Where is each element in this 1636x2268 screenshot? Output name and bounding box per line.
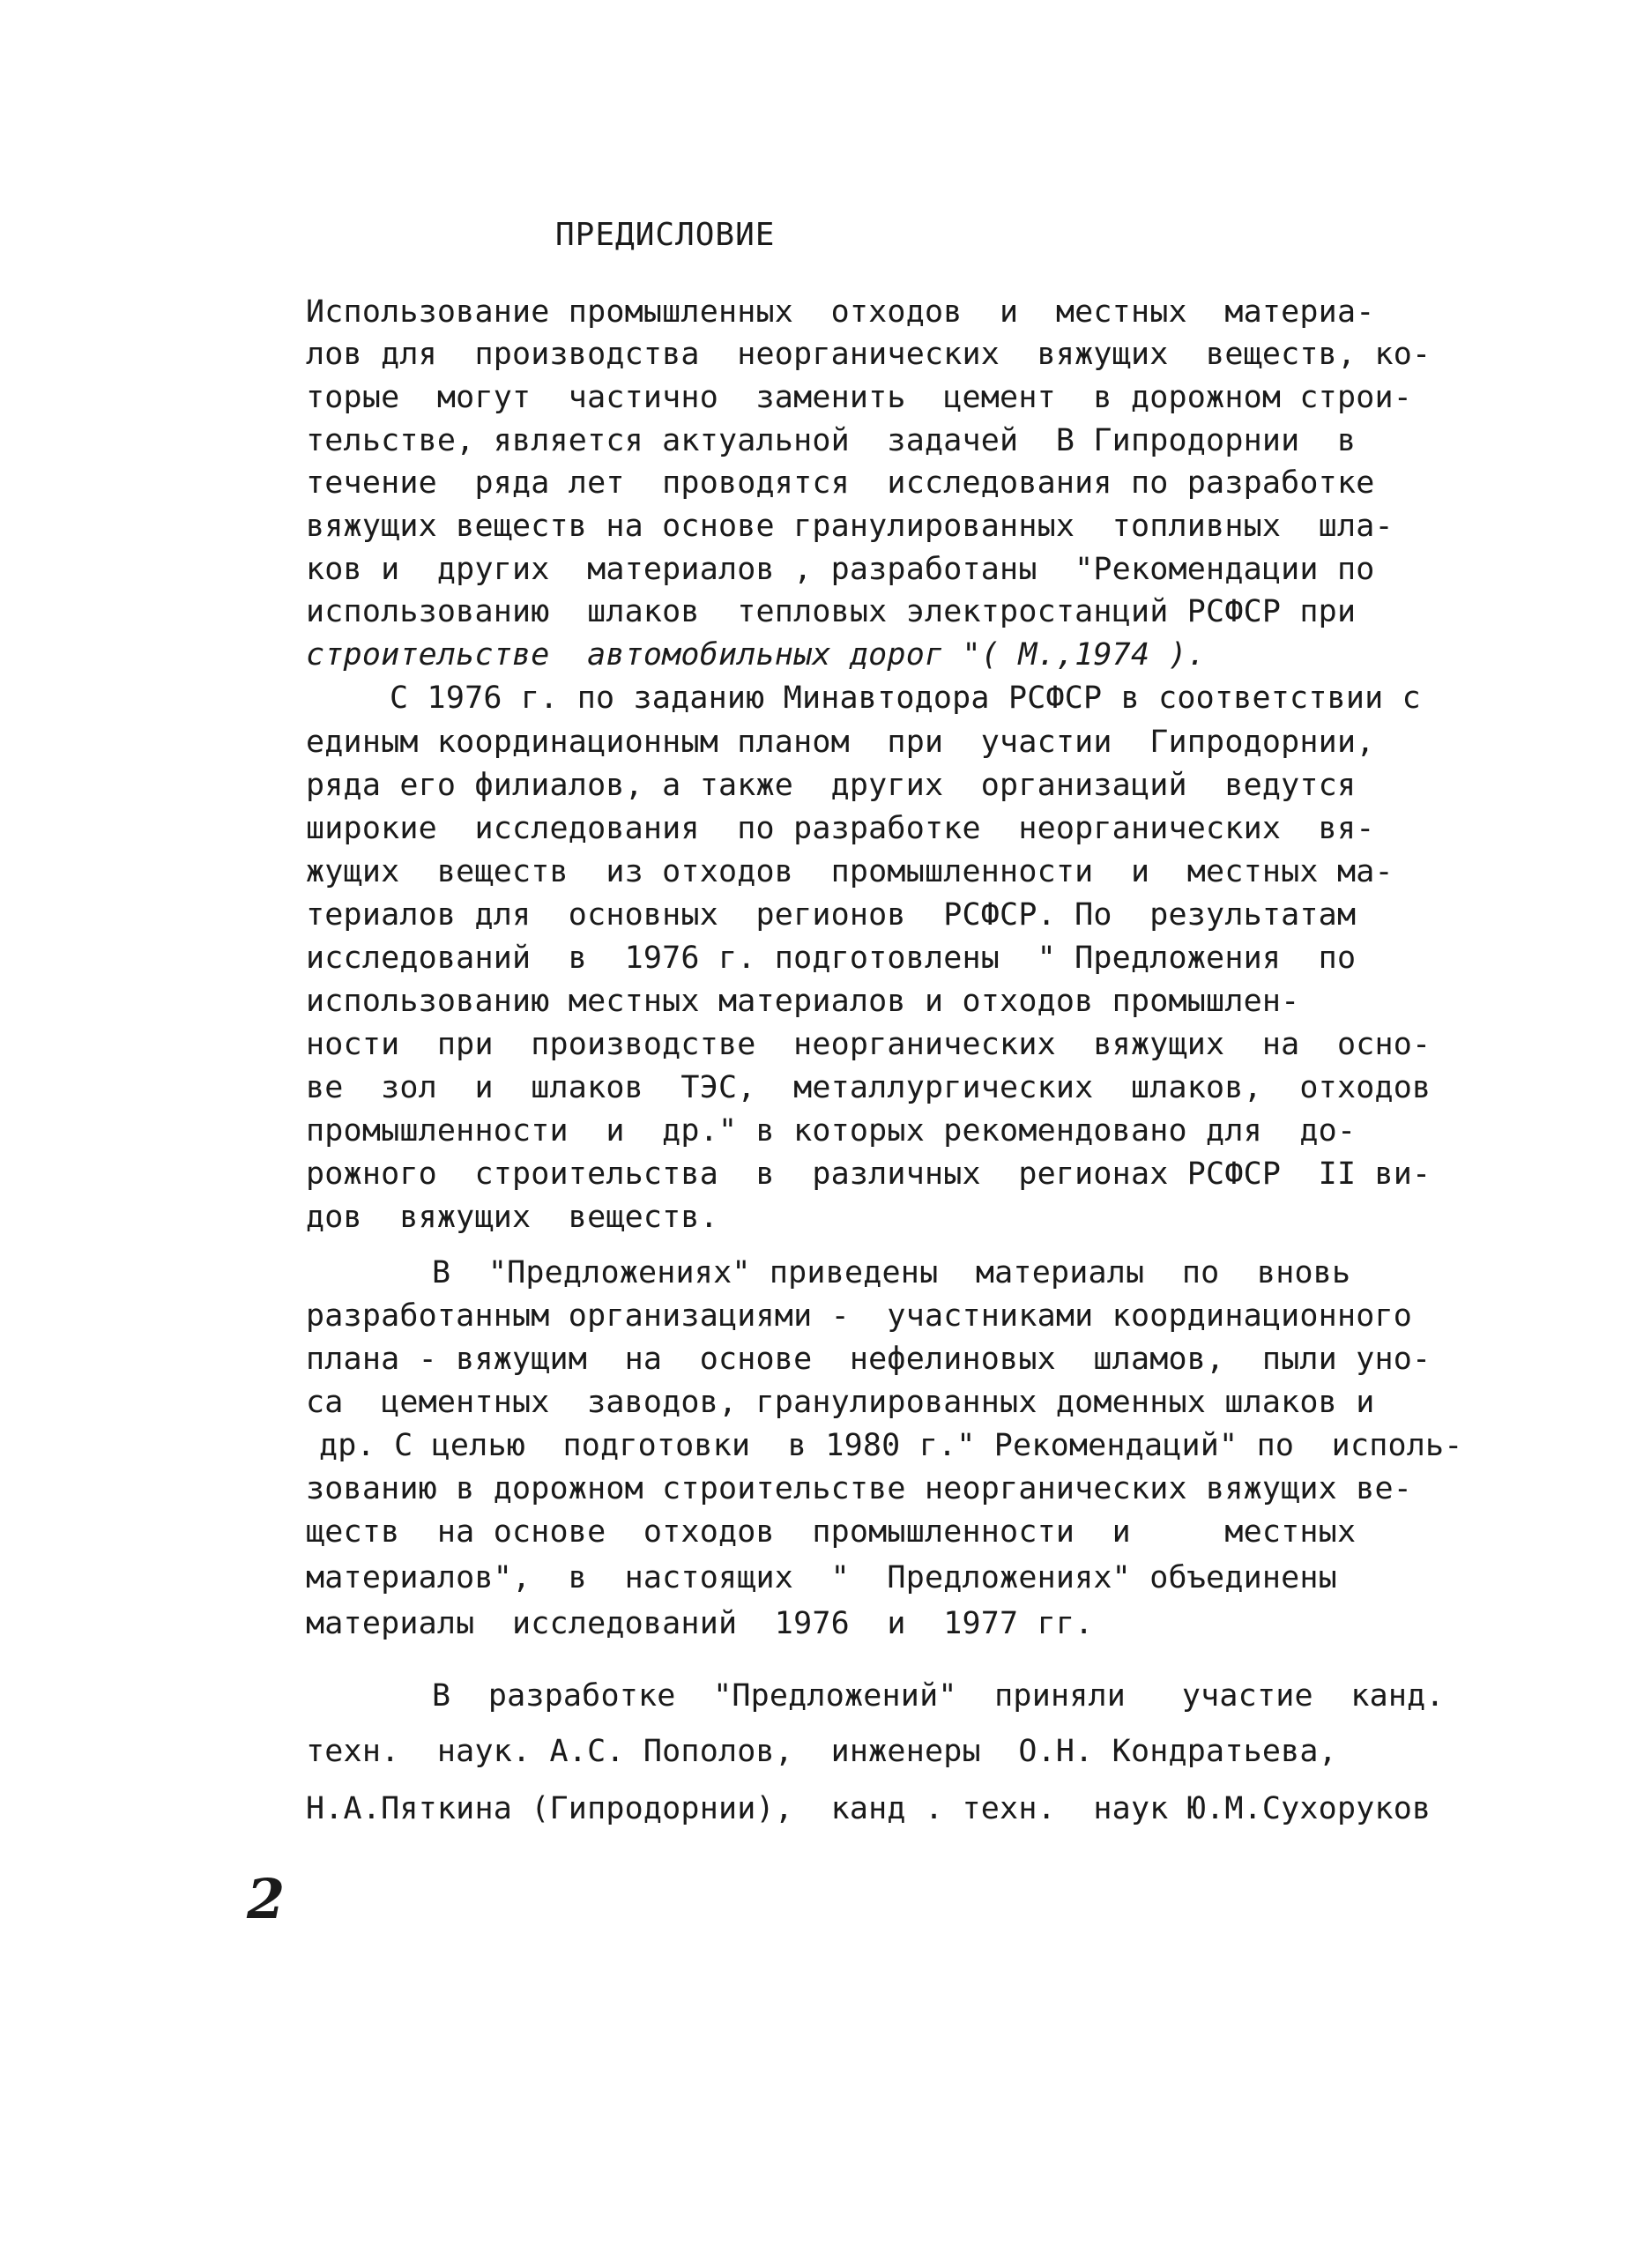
text-line: ществ на основе отходов промышленности и местных — [306, 1514, 1357, 1550]
text-line: использованию местных материалов и отходов промышлен- — [306, 984, 1300, 1019]
text-line: плана - вяжущим на основе нефелиновых шламов, пыли уно- — [306, 1342, 1432, 1377]
text-line: са цементных заводов, гранулированных доменных шлаков и — [306, 1385, 1375, 1420]
text-line: вяжущих веществ на основе гранулированных топливных шла- — [306, 509, 1394, 544]
page-title: ПРЕДИСЛОВИЕ — [555, 217, 776, 253]
text-line: техн. наук. А.С. Пополов, инженеры О.Н. Кондратьева, — [306, 1734, 1337, 1769]
text-line: дов вяжущих веществ. — [306, 1200, 718, 1235]
text-line: териалов для основных регионов РСФСР. По результатам — [306, 897, 1357, 933]
text-line: В разработке "Предложений" приняли участие канд. — [432, 1678, 1445, 1714]
text-line: тельстве, является актуальной задачей В Гипродорнии в — [306, 423, 1357, 458]
text-line: зованию в дорожном строительстве неорганических вяжущих ве- — [306, 1471, 1413, 1506]
text-line: единым координационным планом при участии Гипродорнии, — [306, 725, 1375, 760]
text-line: исследований в 1976 г. подготовлены " Предложения по — [306, 941, 1357, 976]
text-line: др. С целью подготовки в 1980 г." Рекомендаций" по исполь- — [319, 1428, 1463, 1463]
text-line: широкие исследования по разработке неорганических вя- — [306, 811, 1375, 846]
page-number: 2 — [247, 1867, 286, 1931]
text-line: С 1976 г. по заданию Минавтодора РСФСР в соответствии с — [390, 680, 1421, 716]
text-line: Н.А.Пяткина (Гипродорнии), канд . техн. наук Ю.М.Сухоруков — [306, 1791, 1432, 1826]
text-line: промышленности и др." в которых рекомендовано для до- — [306, 1113, 1357, 1149]
text-line: торые могут частично заменить цемент в дорожном строи- — [306, 380, 1413, 415]
text-line: течение ряда лет проводятся исследования по разработке — [306, 465, 1375, 501]
text-line: материалов", в настоящих " Предложениях" объединены — [306, 1560, 1337, 1595]
text-line: строительстве автомобильных дорог "( М.,1974 ). — [306, 637, 1207, 673]
text-line: ве зол и шлаков ТЭС, металлургических шлаков, отходов — [306, 1070, 1432, 1105]
text-line: В "Предложениях" приведены материалы по вновь — [432, 1255, 1351, 1290]
text-line: ряда его филиалов, а также других организаций ведутся — [306, 768, 1357, 803]
text-line: ности при производстве неорганических вяжущих на осно- — [306, 1027, 1432, 1062]
text-line: ков и других материалов , разработаны "Рекомендации по — [306, 552, 1375, 587]
text-line: лов для производства неорганических вяжущих веществ, ко- — [306, 337, 1432, 372]
text-line: материалы исследований 1976 и 1977 гг. — [306, 1606, 1094, 1641]
text-line: использованию шлаков тепловых электростанций РСФСР при — [306, 594, 1357, 629]
text-line: Использование промышленных отходов и местных материа- — [306, 294, 1375, 330]
text-line: разработанным организациями - участниками координационного — [306, 1298, 1413, 1334]
text-line: рожного строительства в различных регионах РСФСР II ви- — [306, 1156, 1432, 1192]
text-line: жущих веществ из отходов промышленности и местных ма- — [306, 854, 1394, 889]
